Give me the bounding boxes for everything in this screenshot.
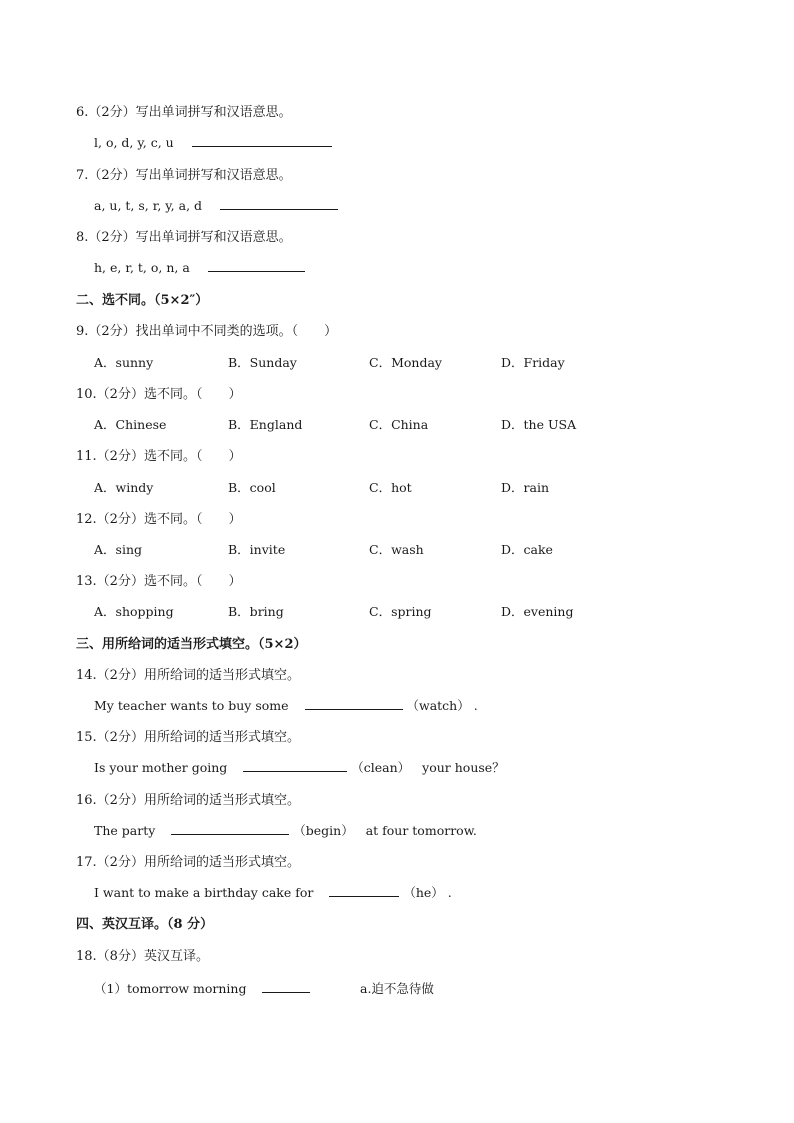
given-word: （clean）: [351, 760, 411, 775]
option-a[interactable]: A．windy: [94, 480, 154, 495]
question-16-sentence: [94, 821, 477, 839]
answer-blank[interactable]: [208, 259, 305, 272]
option-a[interactable]: A．sunny: [94, 355, 154, 370]
given-word: （he）: [403, 885, 444, 900]
option-a[interactable]: A．sing: [94, 542, 142, 557]
section-2-heading: 二、选不同。（5×2″）: [76, 293, 209, 308]
option-c[interactable]: C．wash: [369, 542, 424, 557]
sentence-text: My teacher wants to buy some: [94, 698, 289, 713]
option-b[interactable]: B．invite: [228, 542, 286, 557]
answer-blank[interactable]: [171, 822, 289, 835]
answer-blank[interactable]: [243, 759, 347, 772]
option-b[interactable]: B．cool: [228, 480, 276, 495]
given-word: （watch）: [406, 698, 470, 713]
question-18-item-1: [94, 979, 310, 997]
option-c[interactable]: C．spring: [369, 604, 432, 619]
option-a[interactable]: A．Chinese: [94, 417, 167, 432]
translation-item: （1）tomorrow morning: [94, 981, 247, 996]
sentence-text: I want to make a birthday cake for: [94, 885, 314, 900]
question-6-letters: l, o, d, y, c, u: [94, 135, 174, 150]
answer-blank[interactable]: [262, 980, 310, 993]
option-d[interactable]: D．the USA: [501, 417, 577, 432]
question-15-prompt: 15.（2分）用所给词的适当形式填空。: [76, 730, 300, 745]
answer-blank[interactable]: [220, 197, 338, 210]
question-9-prompt: 9.（2分）找出单词中不同类的选项。（ ）: [76, 324, 338, 339]
question-10-prompt: 10.（2分）选不同。（ ）: [76, 387, 242, 402]
question-8-letters: h, e, r, t, o, n, a: [94, 260, 190, 275]
option-d[interactable]: D．Friday: [501, 355, 565, 370]
question-8-prompt: 8.（2分）写出单词拼写和汉语意思。: [76, 230, 292, 245]
question-16-prompt: 16.（2分）用所给词的适当形式填空。: [76, 793, 300, 808]
section-3-heading: 三、用所给词的适当形式填空。（5×2）: [76, 637, 307, 652]
translation-choice-a: a.迫不急待做: [360, 981, 434, 996]
sentence-text: Is your mother going: [94, 760, 228, 775]
option-c[interactable]: C．Monday: [369, 355, 442, 370]
option-d[interactable]: D．rain: [501, 480, 549, 495]
sentence-end: your house？: [422, 760, 505, 775]
option-c[interactable]: C．hot: [369, 480, 412, 495]
question-18-prompt: 18.（8分）英汉互译。: [76, 949, 209, 964]
sentence-end: at four tomorrow.: [365, 823, 477, 838]
sentence-text: The party: [94, 823, 156, 838]
question-8-answer-row: [94, 259, 305, 275]
question-7-answer-row: [94, 197, 338, 213]
answer-blank[interactable]: [305, 697, 403, 710]
option-a[interactable]: A．shopping: [94, 604, 174, 619]
option-c[interactable]: C．China: [369, 417, 429, 432]
option-b[interactable]: B．Sunday: [228, 355, 297, 370]
given-word: （begin）: [293, 823, 354, 838]
question-12-prompt: 12.（2分）选不同。（ ）: [76, 512, 242, 527]
section-4-heading: 四、英汉互译。（8 分）: [76, 917, 214, 932]
answer-blank[interactable]: [329, 884, 399, 897]
question-14-sentence: [94, 696, 478, 714]
option-d[interactable]: D．cake: [501, 542, 553, 557]
question-7-prompt: 7.（2分）写出单词拼写和汉语意思。: [76, 168, 292, 183]
question-14-prompt: 14.（2分）用所给词的适当形式填空。: [76, 668, 300, 683]
question-15-sentence: [94, 758, 505, 776]
option-b[interactable]: B．bring: [228, 604, 284, 619]
option-d[interactable]: D．evening: [501, 604, 574, 619]
sentence-end: .: [473, 698, 478, 713]
question-17-sentence: [94, 883, 452, 901]
option-b[interactable]: B．England: [228, 417, 303, 432]
answer-blank[interactable]: [192, 134, 332, 147]
question-6-prompt: 6.（2分）写出单词拼写和汉语意思。: [76, 105, 292, 120]
question-11-prompt: 11.（2分）选不同。（ ）: [76, 449, 242, 464]
question-13-prompt: 13.（2分）选不同。（ ）: [76, 574, 242, 589]
sentence-end: .: [447, 885, 452, 900]
question-17-prompt: 17.（2分）用所给词的适当形式填空。: [76, 855, 300, 870]
question-6-answer-row: [94, 134, 332, 150]
question-7-letters: a, u, t, s, r, y, a, d: [94, 198, 203, 213]
